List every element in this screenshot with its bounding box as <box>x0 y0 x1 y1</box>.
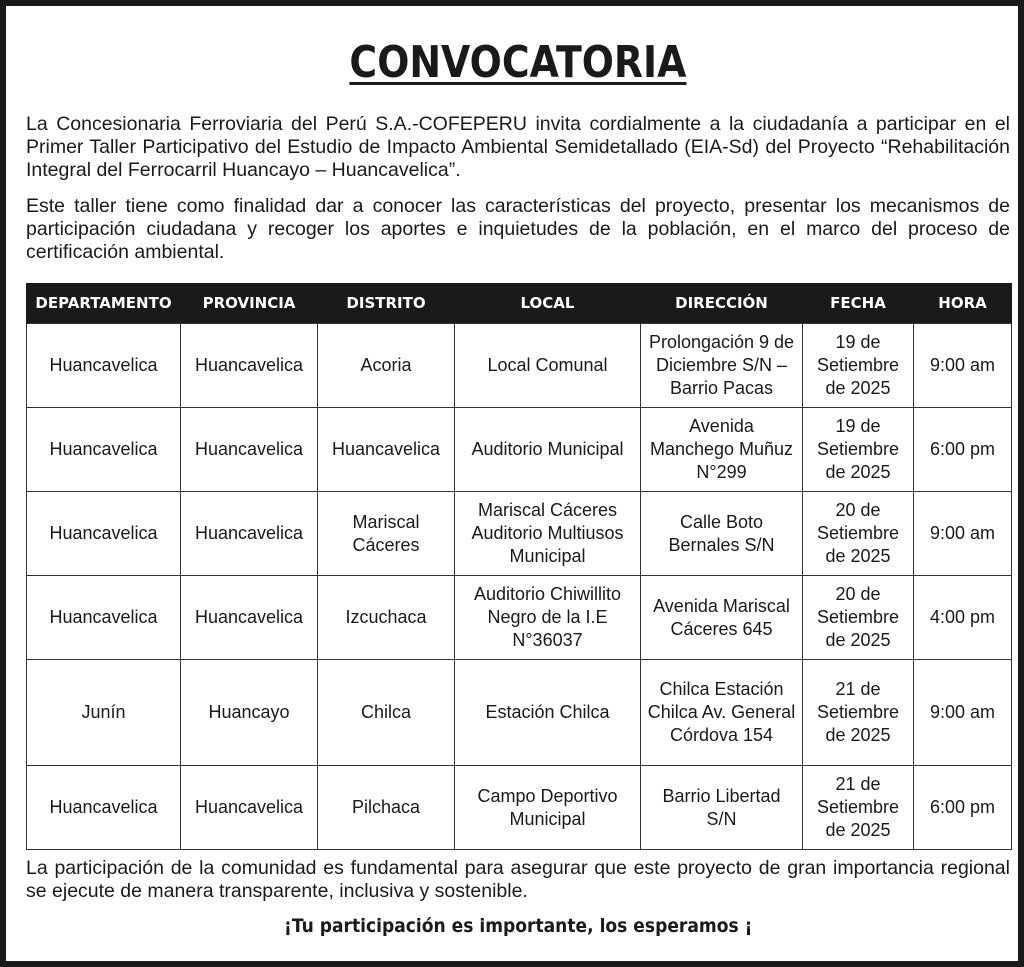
header-hora: HORA <box>914 283 1012 324</box>
cell-distrito: Izcuchaca <box>318 576 455 660</box>
cell-local: Auditorio Municipal <box>455 408 641 492</box>
cell-departamento: Huancavelica <box>27 766 181 850</box>
cell-direccion: Prolongación 9 de Diciembre S/N – Barrio Pacas <box>641 324 803 408</box>
cell-hora: 4:00 pm <box>914 576 1012 660</box>
cell-direccion: Calle Boto Bernales S/N <box>641 492 803 576</box>
cell-distrito: Mariscal Cáceres <box>318 492 455 576</box>
intro-paragraph-2: Este taller tiene como finalidad dar a conocer las características del proyecto, presentar los mecanismos de participación ciudadana y recoger los aportes e inquietudes de la población, en el marco del proceso de certificación ambiental. <box>26 195 1010 263</box>
cell-local: Local Comunal <box>455 324 641 408</box>
cell-fecha: 20 de Setiembre de 2025 <box>803 492 914 576</box>
header-provincia: PROVINCIA <box>181 283 318 324</box>
cell-local: Estación Chilca <box>455 660 641 766</box>
cell-departamento: Huancavelica <box>27 408 181 492</box>
cell-provincia: Huancavelica <box>181 324 318 408</box>
cell-direccion: Barrio Libertad S/N <box>641 766 803 850</box>
header-direccion: DIRECCIÓN <box>641 283 803 324</box>
cell-provincia: Huancavelica <box>181 766 318 850</box>
header-local: LOCAL <box>455 283 641 324</box>
cell-departamento: Huancavelica <box>27 324 181 408</box>
table-row <box>27 408 1012 492</box>
table-row <box>27 660 1012 766</box>
cell-provincia: Huancavelica <box>181 408 318 492</box>
outro-paragraph: La participación de la comunidad es fundamental para asegurar que este proyecto de gran importancia regional se ejecute de manera transparente, inclusiva y sostenible. <box>26 857 1010 902</box>
cell-fecha: 21 de Setiembre de 2025 <box>803 766 914 850</box>
cell-fecha: 21 de Setiembre de 2025 <box>803 660 914 766</box>
cell-local: Mariscal Cáceres Auditorio Multiusos Municipal <box>455 492 641 576</box>
cell-local: Auditorio Chiwillito Negro de la I.E N°36037 <box>455 576 641 660</box>
cell-distrito: Huancavelica <box>318 408 455 492</box>
closing-message <box>6 914 1024 938</box>
cell-departamento: Huancavelica <box>27 576 181 660</box>
cell-local: Campo Deportivo Municipal <box>455 766 641 850</box>
cell-provincia: Huancavelica <box>181 576 318 660</box>
cell-direccion: Chilca Estación Chilca Av. General Córdova 154 <box>641 660 803 766</box>
closing-text: ¡Tu participación es importante, los esperamos ¡ <box>283 915 753 937</box>
cell-provincia: Huancayo <box>181 660 318 766</box>
page-title <box>6 36 1024 90</box>
table-row <box>27 324 1012 408</box>
schedule-table <box>26 283 1012 850</box>
cell-provincia: Huancavelica <box>181 492 318 576</box>
cell-fecha: 19 de Setiembre de 2025 <box>803 408 914 492</box>
table-row <box>27 492 1012 576</box>
intro-paragraph-1: La Concesionaria Ferroviaria del Perú S.A.-COFEPERU invita cordialmente a la ciudadanía a participar en el Primer Taller Participativo del Estudio de Impacto Ambiental Semidetallado (EIA-Sd) del Proyecto “Rehabilitación Integral del Ferrocarril Huancayo – Huancavelica”. <box>26 113 1010 181</box>
header-distrito: DISTRITO <box>318 283 455 324</box>
cell-hora: 9:00 am <box>914 492 1012 576</box>
cell-hora: 6:00 pm <box>914 408 1012 492</box>
cell-departamento: Junín <box>27 660 181 766</box>
table-row <box>27 576 1012 660</box>
cell-hora: 6:00 pm <box>914 766 1012 850</box>
table-header-row <box>27 283 1012 324</box>
cell-departamento: Huancavelica <box>27 492 181 576</box>
cell-direccion: Avenida Manchego Muñuz N°299 <box>641 408 803 492</box>
cell-fecha: 20 de Setiembre de 2025 <box>803 576 914 660</box>
title-text: CONVOCATORIA <box>349 37 687 88</box>
cell-direccion: Avenida Mariscal Cáceres 645 <box>641 576 803 660</box>
cell-hora: 9:00 am <box>914 660 1012 766</box>
table-row <box>27 766 1012 850</box>
cell-distrito: Acoria <box>318 324 455 408</box>
cell-distrito: Pilchaca <box>318 766 455 850</box>
cell-fecha: 19 de Setiembre de 2025 <box>803 324 914 408</box>
header-departamento: DEPARTAMENTO <box>27 283 181 324</box>
cell-hora: 9:00 am <box>914 324 1012 408</box>
header-fecha: FECHA <box>803 283 914 324</box>
cell-distrito: Chilca <box>318 660 455 766</box>
